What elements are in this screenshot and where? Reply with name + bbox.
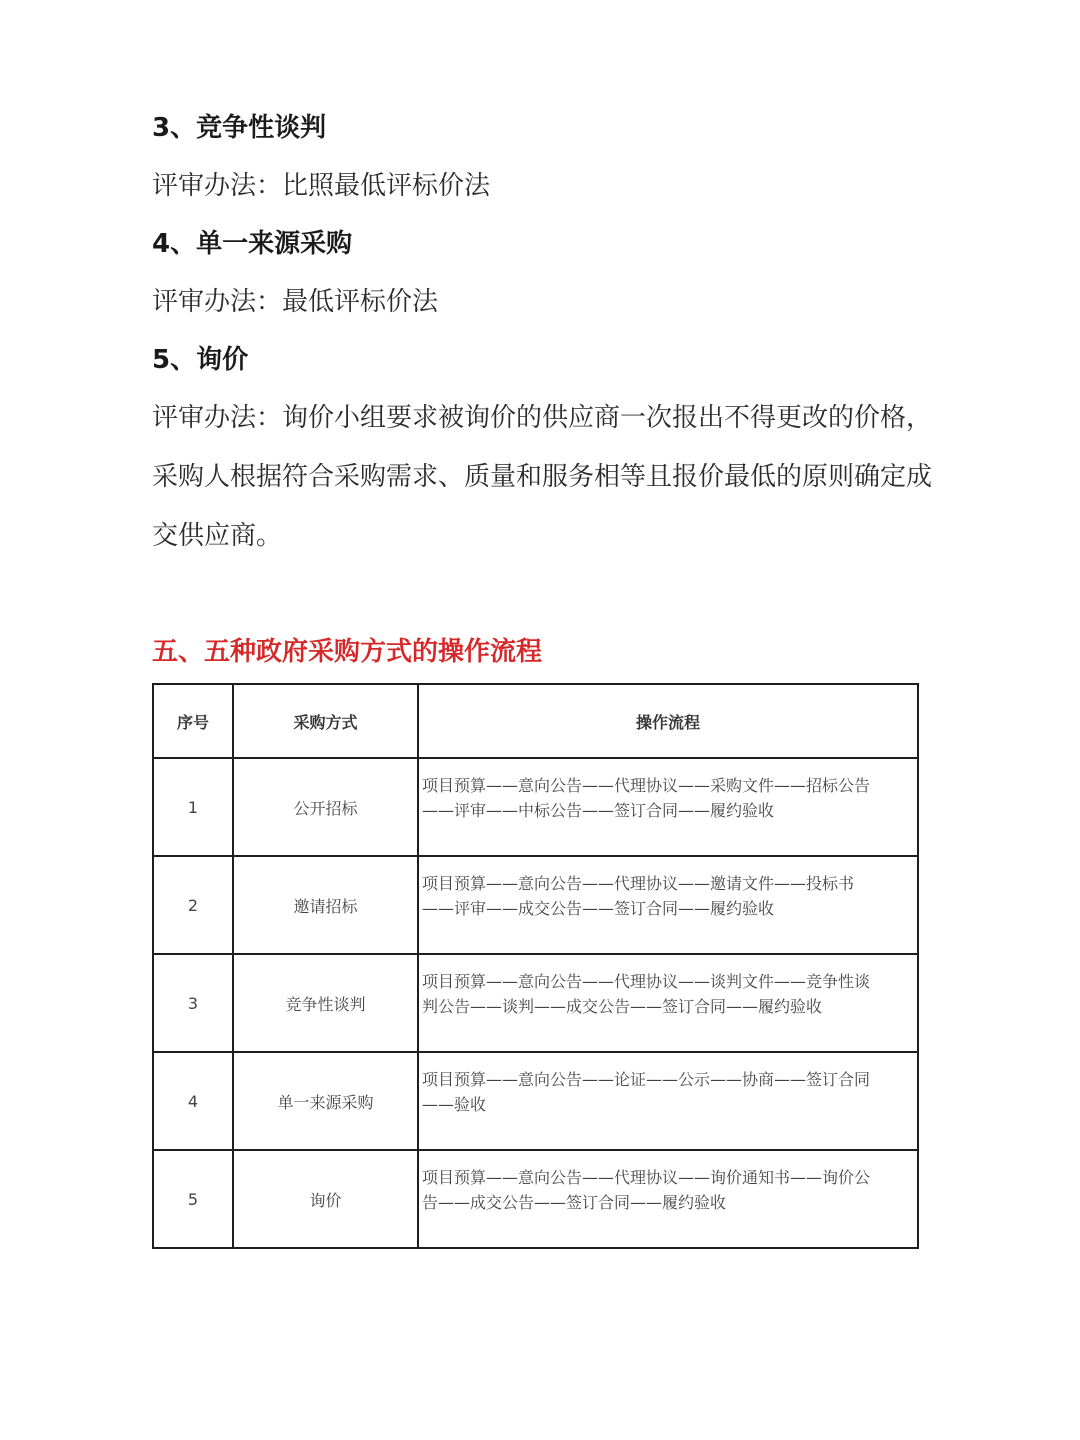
row-method: 公开招标 [233,758,418,856]
row-flow [418,1150,918,1248]
row-method: 邀请招标 [233,856,418,954]
header-num: 序号 [153,684,233,758]
flow-line: 项目预算——意向公告——代理协议——询价通知书——询价公 [422,1168,871,1187]
table-row [153,856,918,954]
row-method: 询价 [233,1150,418,1248]
flow-line: 项目预算——意向公告——论证——公示——协商——签订合同 [422,1070,871,1089]
row-flow [418,758,918,856]
row-method: 竞争性谈判 [233,954,418,1052]
paragraph-line: 采购人根据符合采购需求、质量和服务相等且报价最低的原则确定成 [152,462,933,492]
table-row [153,1150,918,1248]
row-flow [418,1052,918,1150]
flow-line: 告——成交公告——签订合同——履约验收 [422,1193,727,1212]
table-row [153,1052,918,1150]
row-num: 3 [153,954,233,1052]
row-num: 2 [153,856,233,954]
paragraph-line: 评审办法：最低评标价法 [152,287,439,317]
procurement-flow-table [152,683,919,1249]
row-flow [418,856,918,954]
row-num: 1 [153,758,233,856]
paragraph-line: 交供应商。 [152,521,283,551]
row-num: 5 [153,1150,233,1248]
heading-inquiry: 5、询价 [152,345,249,375]
paragraph-line: 评审办法：比照最低评标价法 [152,171,491,201]
heading-single-source: 4、单一来源采购 [152,229,353,259]
flow-line: 判公告——谈判——成交公告——签订合同——履约验收 [422,997,823,1016]
row-flow [418,954,918,1052]
flow-line: 项目预算——意向公告——代理协议——采购文件——招标公告 [422,776,871,795]
table-row [153,954,918,1052]
table-row [153,758,918,856]
flow-line: 项目预算——意向公告——代理协议——谈判文件——竞争性谈 [422,972,871,991]
flow-line: ——评审——成交公告——签订合同——履约验收 [422,899,775,918]
flow-line: ——评审——中标公告——签订合同——履约验收 [422,801,775,820]
table-header-row [153,684,918,758]
header-method: 采购方式 [233,684,418,758]
paragraph-line: 评审办法：询价小组要求被询价的供应商一次报出不得更改的价格， [152,403,933,433]
heading-competitive-negotiation: 3、竞争性谈判 [152,113,327,143]
flow-line: 项目预算——意向公告——代理协议——邀请文件——投标书 [422,874,855,893]
row-method: 单一来源采购 [233,1052,418,1150]
row-num: 4 [153,1052,233,1150]
header-flow: 操作流程 [418,684,918,758]
section-title: 五、五种政府采购方式的操作流程 [152,637,543,667]
flow-line: ——验收 [422,1095,487,1114]
